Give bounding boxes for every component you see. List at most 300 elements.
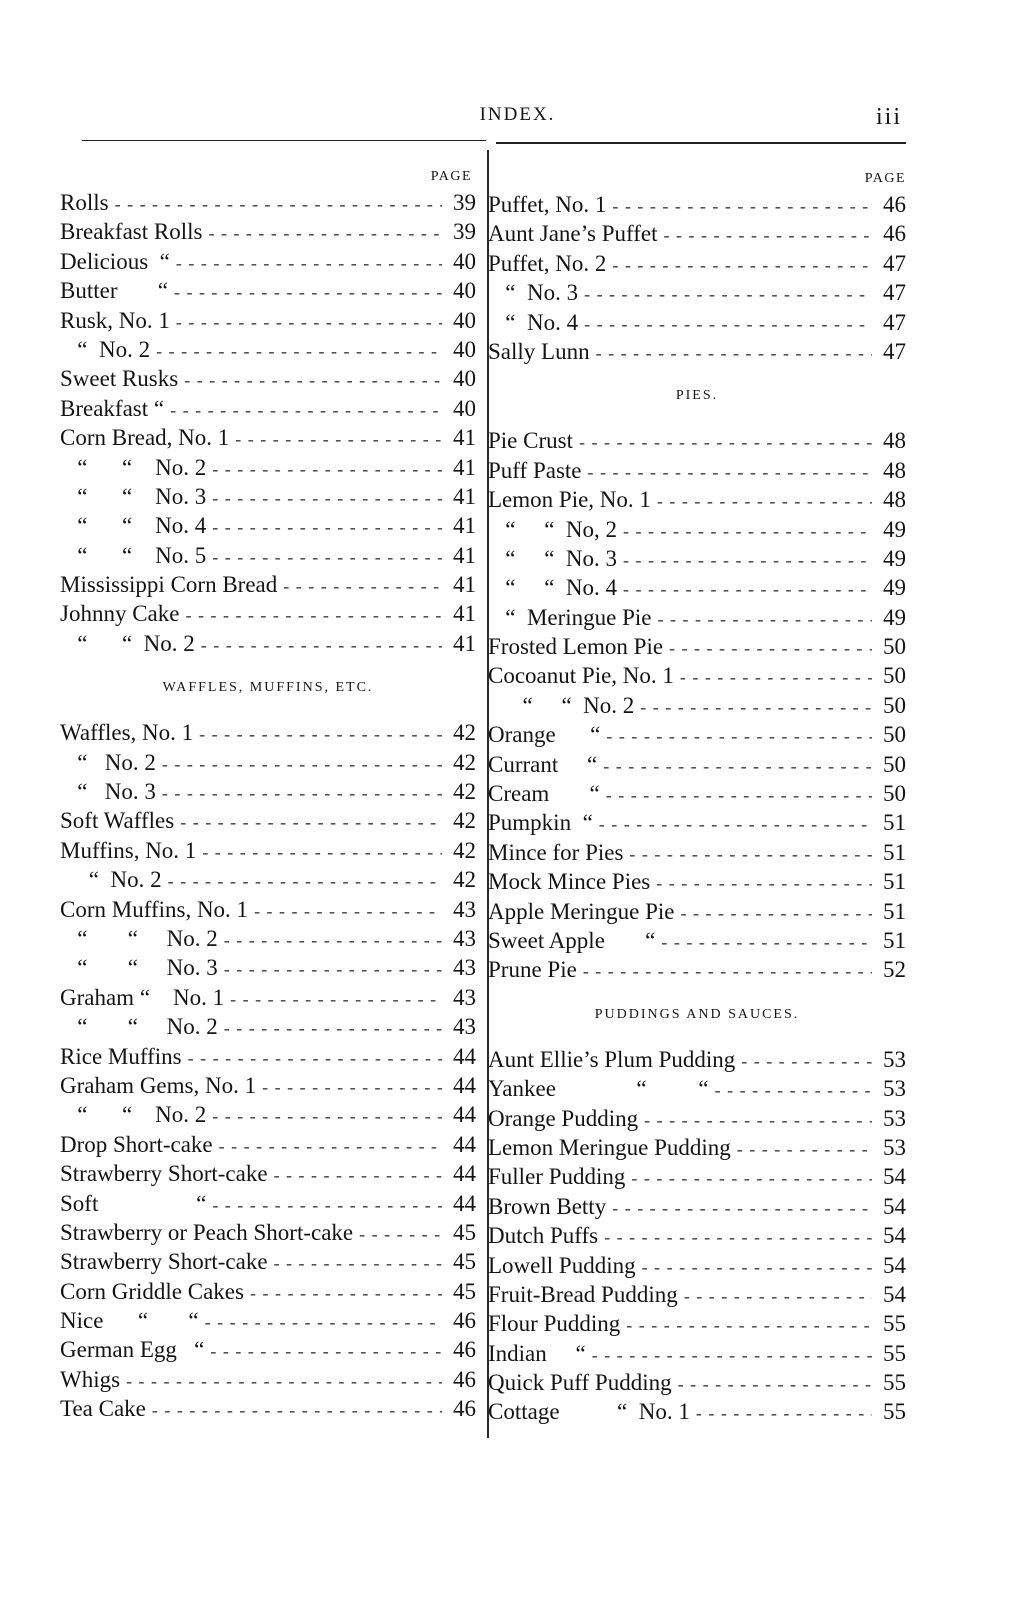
entry-page-number: 47 <box>883 250 906 276</box>
entry-page-number: 43 <box>453 1014 476 1040</box>
index-entry <box>60 1277 476 1306</box>
index-entry <box>488 190 906 219</box>
dot-leader <box>185 601 442 630</box>
dot-leader <box>678 1370 872 1399</box>
dot-leader <box>626 1311 872 1340</box>
index-entry <box>488 1280 906 1309</box>
entry-page-number: 53 <box>883 1105 906 1131</box>
entry-page-number: 54 <box>883 1281 906 1307</box>
entry-name: Prune Pie <box>488 957 577 983</box>
entry-name: Mince for Pies <box>488 839 624 865</box>
entry-name: Fruit-Bread Pudding <box>488 1281 678 1307</box>
entry-name: Dutch Puffs <box>488 1223 599 1249</box>
entry-page-number: 44 <box>453 1102 476 1128</box>
index-entry <box>60 806 476 835</box>
entry-page-number: 49 <box>883 545 906 571</box>
dot-leader <box>584 280 872 309</box>
entry-name: Whigs <box>60 1366 121 1392</box>
index-entry <box>60 423 476 452</box>
entry-name: Corn Muffins, No. 1 <box>60 896 249 922</box>
entry-page-number: 39 <box>453 219 476 245</box>
entry-name: “ “ No. 2 <box>60 925 218 951</box>
index-entry <box>488 426 906 455</box>
index-entry <box>488 661 906 690</box>
dot-leader <box>583 957 872 986</box>
index-entry <box>60 1189 476 1218</box>
index-entry <box>488 779 906 808</box>
entry-page-number: 41 <box>453 601 476 627</box>
entry-name: Johnny Cake <box>60 601 180 627</box>
entry-page-number: 43 <box>453 896 476 922</box>
dot-leader <box>210 1337 442 1366</box>
header-rule-right <box>496 142 906 144</box>
entry-page-number: 40 <box>453 248 476 274</box>
dot-leader <box>684 1282 872 1311</box>
entry-name: Sweet Rusks <box>60 366 179 392</box>
entry-name: “ “ No. 2 <box>488 692 635 718</box>
index-entry <box>488 1162 906 1191</box>
entry-page-number: 50 <box>883 634 906 660</box>
dot-leader <box>262 1073 442 1102</box>
dot-leader <box>606 722 872 751</box>
index-entry <box>60 247 476 276</box>
entry-page-number: 46 <box>883 192 906 217</box>
dot-leader <box>235 425 442 454</box>
right-column-entries <box>488 190 906 1427</box>
dot-leader <box>152 1396 442 1425</box>
index-entry <box>488 808 906 837</box>
dot-leader <box>644 1106 872 1135</box>
right-column <box>488 168 906 1427</box>
index-entry <box>60 335 476 364</box>
entry-name: Rolls <box>60 190 109 215</box>
index-entry <box>60 1218 476 1247</box>
entry-page-number: 41 <box>453 425 476 451</box>
index-entry <box>60 306 476 335</box>
page-number: iii <box>876 104 903 130</box>
index-entry <box>60 629 476 658</box>
dot-leader <box>681 899 872 928</box>
entry-page-number: 42 <box>453 837 476 863</box>
dot-leader <box>212 484 442 513</box>
entry-name: “ “ No. 2 <box>60 630 195 656</box>
entry-name: Mississippi Corn Bread <box>60 572 278 598</box>
index-entry <box>488 278 906 307</box>
section-heading: PIES. <box>675 388 719 404</box>
entry-page-number: 41 <box>453 513 476 539</box>
entry-page-number: 45 <box>453 1278 476 1304</box>
dot-leader <box>737 1135 872 1164</box>
dot-leader <box>208 219 442 248</box>
entry-name: Puffet, No. 1 <box>488 192 607 217</box>
index-entry <box>488 1133 906 1162</box>
dot-leader <box>212 513 442 542</box>
entry-page-number: 41 <box>453 483 476 509</box>
index-entry <box>60 1335 476 1364</box>
dot-leader <box>126 1367 442 1396</box>
index-entry <box>488 249 906 278</box>
dot-leader <box>664 221 872 250</box>
entry-page-number: 47 <box>883 309 906 335</box>
entry-name: Sweet Apple “ <box>488 927 656 953</box>
entry-page-number: 48 <box>883 457 906 483</box>
dot-leader <box>219 1132 442 1161</box>
index-entry <box>488 750 906 779</box>
entry-page-number: 45 <box>453 1219 476 1245</box>
index-entry <box>488 1251 906 1280</box>
entry-page-number: 48 <box>883 428 906 454</box>
entry-page-number: 50 <box>883 751 906 777</box>
index-entry <box>488 1192 906 1221</box>
dot-leader <box>274 1249 442 1278</box>
section-heading: PUDDINGS AND SAUCES. <box>594 1006 800 1022</box>
entry-page-number: 42 <box>453 720 476 746</box>
dot-leader <box>170 396 442 425</box>
entry-page-number: 43 <box>453 955 476 981</box>
dot-leader <box>661 928 872 957</box>
dot-leader <box>199 720 442 749</box>
entry-page-number: 46 <box>453 1396 476 1422</box>
index-entry <box>60 1365 476 1394</box>
entry-name: Butter “ <box>60 278 168 304</box>
dot-leader <box>579 428 872 457</box>
page-column-label: PAGE <box>864 171 906 186</box>
entry-name: “ “ No. 2 <box>60 454 207 480</box>
entry-name: Waffles, No. 1 <box>60 720 194 746</box>
entry-page-number: 53 <box>883 1046 906 1072</box>
entry-page-number: 55 <box>883 1370 906 1396</box>
dot-leader <box>599 810 872 839</box>
entry-name: Breakfast Rolls <box>60 219 203 245</box>
index-entry <box>60 541 476 570</box>
dot-leader <box>592 1341 872 1370</box>
entry-name: Muffins, No. 1 <box>60 837 197 863</box>
dot-leader <box>176 249 442 278</box>
dot-leader <box>715 1076 872 1105</box>
entry-name: Breakfast “ <box>60 395 165 421</box>
dot-leader <box>359 1220 442 1249</box>
dot-leader <box>612 1194 872 1223</box>
dot-leader <box>584 310 872 339</box>
entry-name: “ “ No. 3 <box>60 483 207 509</box>
entry-name: Soft Waffles <box>60 808 175 834</box>
dot-leader <box>212 543 442 572</box>
page-title: INDEX. <box>479 104 556 125</box>
entry-name: Drop Short-cake <box>60 1131 213 1157</box>
entry-name: Corn Bread, No. 1 <box>60 425 230 451</box>
entry-name: Currant “ <box>488 751 598 777</box>
entry-name: “ “ No. 3 <box>60 955 218 981</box>
index-entry <box>488 603 906 632</box>
entry-name: “ “ No. 5 <box>60 542 207 568</box>
index-entry <box>60 364 476 393</box>
index-entry <box>488 573 906 602</box>
dot-leader <box>604 1223 872 1252</box>
dot-leader <box>658 605 872 634</box>
dot-leader <box>657 487 872 516</box>
entry-page-number: 55 <box>883 1311 906 1337</box>
entry-name: “ “ No. 4 <box>60 513 207 539</box>
entry-page-number: 51 <box>883 927 906 953</box>
entry-page-number: 46 <box>883 221 906 247</box>
entry-name: Flour Pudding <box>488 1311 621 1337</box>
entry-name: Rusk, No. 1 <box>60 307 170 333</box>
index-entry <box>60 276 476 305</box>
section-heading: WAFFLES, MUFFINS, ETC. <box>162 680 374 696</box>
entry-page-number: 45 <box>453 1249 476 1275</box>
index-entry <box>60 1394 476 1423</box>
dot-leader <box>606 781 872 810</box>
entry-page-number: 44 <box>453 1190 476 1216</box>
dot-leader <box>174 278 442 307</box>
dot-leader <box>176 308 442 337</box>
dot-leader <box>115 190 442 219</box>
entry-page-number: 42 <box>453 808 476 834</box>
entry-name: “ “ No. 2 <box>60 1102 207 1128</box>
index-entry <box>60 217 476 246</box>
entry-name: Fuller Pudding <box>488 1164 626 1190</box>
dot-leader <box>623 575 872 604</box>
entry-name: German Egg “ <box>60 1337 205 1363</box>
entry-name: Strawberry Short-cake <box>60 1161 268 1187</box>
dot-leader <box>188 1044 442 1073</box>
entry-name: Aunt Ellie’s Plum Pudding <box>488 1046 736 1072</box>
index-entry <box>488 456 906 485</box>
index-entry <box>488 485 906 514</box>
entry-name: Graham “ No. 1 <box>60 984 225 1010</box>
dot-leader <box>631 1164 872 1193</box>
page-column-label: PAGE <box>430 169 472 184</box>
index-entry <box>488 838 906 867</box>
entry-page-number: 43 <box>453 925 476 951</box>
dot-leader <box>642 1253 872 1282</box>
entry-name: Corn Griddle Cakes <box>60 1278 244 1304</box>
index-entry <box>60 748 476 777</box>
dot-leader <box>250 1279 442 1308</box>
index-entry <box>488 1309 906 1338</box>
entry-page-number: 44 <box>453 1043 476 1069</box>
index-entry <box>60 983 476 1012</box>
dot-leader <box>224 926 442 955</box>
entry-page-number: 54 <box>883 1164 906 1190</box>
entry-page-number: 40 <box>453 307 476 333</box>
entry-page-number: 41 <box>453 542 476 568</box>
entry-page-number: 51 <box>883 869 906 895</box>
entry-name: Delicious “ <box>60 248 170 274</box>
entry-page-number: 41 <box>453 630 476 656</box>
entry-page-number: 55 <box>883 1340 906 1366</box>
index-entry <box>60 599 476 628</box>
entry-name: “ “ No. 2 <box>60 1014 218 1040</box>
index-entry <box>60 1130 476 1159</box>
dot-leader <box>162 779 442 808</box>
dot-leader <box>680 663 872 692</box>
index-entry <box>60 511 476 540</box>
dot-leader <box>669 634 872 663</box>
entry-page-number: 47 <box>883 280 906 306</box>
index-entry <box>488 337 906 366</box>
dot-leader <box>224 1014 442 1043</box>
entry-name: Lowell Pudding <box>488 1252 636 1278</box>
entry-name: Cocoanut Pie, No. 1 <box>488 663 674 689</box>
index-entry <box>60 895 476 924</box>
entry-page-number: 40 <box>453 278 476 304</box>
index-entry <box>488 515 906 544</box>
index-entry <box>488 632 906 661</box>
index-entry <box>488 1397 906 1426</box>
entry-page-number: 51 <box>883 839 906 865</box>
dot-leader <box>588 458 873 487</box>
index-entry <box>488 1104 906 1133</box>
entry-name: Soft “ <box>60 1190 207 1216</box>
dot-leader <box>623 517 872 546</box>
index-entry <box>488 219 906 248</box>
entry-page-number: 42 <box>453 779 476 805</box>
entry-page-number: 42 <box>453 749 476 775</box>
entry-page-number: 48 <box>883 487 906 513</box>
index-entry <box>488 1339 906 1368</box>
entry-page-number: 53 <box>883 1076 906 1102</box>
dot-leader <box>696 1399 872 1428</box>
entry-page-number: 51 <box>883 898 906 924</box>
dot-leader <box>230 985 442 1014</box>
dot-leader <box>156 337 442 366</box>
entry-page-number: 51 <box>883 810 906 836</box>
entry-page-number: 40 <box>453 336 476 362</box>
index-entry <box>60 865 476 894</box>
entry-page-number: 42 <box>453 867 476 893</box>
entry-name: “ “ No. 3 <box>488 545 618 571</box>
entry-name: Sally Lunn <box>488 338 590 364</box>
dot-leader <box>603 752 872 781</box>
dot-leader <box>612 192 872 221</box>
left-column-entries <box>60 188 476 1424</box>
entry-name: “ No. 3 <box>488 280 579 306</box>
dot-leader <box>283 572 442 601</box>
entry-name: Pumpkin “ <box>488 810 593 836</box>
entry-page-number: 52 <box>883 957 906 983</box>
entry-name: Cream “ <box>488 781 600 807</box>
index-entry <box>488 1074 906 1103</box>
dot-leader <box>596 339 872 368</box>
entry-name: Cottage “ No. 1 <box>488 1399 690 1425</box>
index-entry <box>60 1012 476 1041</box>
dot-leader <box>168 867 442 896</box>
entry-name: “ Meringue Pie <box>488 604 652 630</box>
index-entry <box>60 570 476 599</box>
entry-name: “ No. 2 <box>60 336 151 362</box>
dot-leader <box>184 366 442 395</box>
entry-name: Lemon Pie, No. 1 <box>488 487 651 513</box>
index-entry <box>488 1368 906 1397</box>
entry-name: “ “ No, 2 <box>488 516 618 542</box>
entry-page-number: 54 <box>883 1223 906 1249</box>
entry-name: Yankee “ “ <box>488 1076 709 1102</box>
entry-name: Rice Muffins <box>60 1043 182 1069</box>
entry-page-number: 54 <box>883 1252 906 1278</box>
entry-page-number: 50 <box>883 663 906 689</box>
dot-leader <box>656 869 872 898</box>
index-entry <box>60 1306 476 1335</box>
entry-page-number: 46 <box>453 1366 476 1392</box>
entry-page-number: 55 <box>883 1399 906 1425</box>
index-entry <box>60 1159 476 1188</box>
entry-name: Mock Mince Pies <box>488 869 651 895</box>
index-entry <box>60 1071 476 1100</box>
entry-name: Graham Gems, No. 1 <box>60 1072 257 1098</box>
dot-leader <box>162 750 442 779</box>
index-entry <box>488 1045 906 1074</box>
entry-page-number: 49 <box>883 575 906 601</box>
index-entry <box>488 720 906 749</box>
index-entry <box>60 1100 476 1129</box>
index-entry <box>60 482 476 511</box>
entry-name: Pie Crust <box>488 428 573 454</box>
dot-leader <box>254 897 442 926</box>
entry-page-number: 46 <box>453 1308 476 1334</box>
entry-page-number: 54 <box>883 1193 906 1219</box>
dot-leader <box>180 808 442 837</box>
header-rule-left <box>82 140 486 141</box>
entry-page-number: 46 <box>453 1337 476 1363</box>
entry-name: “ No. 3 <box>60 779 156 805</box>
index-entry <box>60 718 476 747</box>
entry-name: Apple Meringue Pie <box>488 898 675 924</box>
index-entry <box>60 953 476 982</box>
index-entry <box>488 897 906 926</box>
entry-page-number: 53 <box>883 1134 906 1160</box>
entry-name: “ No. 4 <box>488 309 579 335</box>
dot-leader <box>205 1308 442 1337</box>
entry-name: Puff Paste <box>488 457 582 483</box>
dot-leader <box>623 546 872 575</box>
entry-name: Aunt Jane’s Puffet <box>488 221 658 247</box>
index-entry <box>488 691 906 720</box>
dot-leader <box>612 251 872 280</box>
index-entry <box>60 777 476 806</box>
entry-name: “ No. 2 <box>60 867 162 893</box>
entry-page-number: 44 <box>453 1161 476 1187</box>
entry-page-number: 50 <box>883 692 906 718</box>
entry-page-number: 50 <box>883 781 906 807</box>
entry-page-number: 39 <box>453 190 476 215</box>
entry-page-number: 43 <box>453 984 476 1010</box>
left-column <box>60 166 476 1424</box>
index-entry <box>488 1221 906 1250</box>
entry-name: Brown Betty <box>488 1193 607 1219</box>
entry-page-number: 47 <box>883 338 906 364</box>
dot-leader <box>201 631 442 660</box>
entry-name: “ No. 2 <box>60 749 156 775</box>
entry-page-number: 44 <box>453 1072 476 1098</box>
entry-name: Orange Pudding <box>488 1105 639 1131</box>
index-entry <box>60 453 476 482</box>
dot-leader <box>212 1191 442 1220</box>
dot-leader <box>224 955 442 984</box>
entry-page-number: 40 <box>453 395 476 421</box>
entry-name: Strawberry Short-cake <box>60 1249 268 1275</box>
entry-name: Indian “ <box>488 1340 586 1366</box>
index-entry <box>488 867 906 896</box>
entry-name: Frosted Lemon Pie <box>488 634 664 660</box>
entry-name: Tea Cake <box>60 1396 146 1422</box>
entry-page-number: 49 <box>883 516 906 542</box>
dot-leader <box>212 1102 442 1131</box>
dot-leader <box>274 1161 442 1190</box>
index-entry <box>488 926 906 955</box>
entry-name: Orange “ <box>488 722 601 748</box>
dot-leader <box>629 840 872 869</box>
